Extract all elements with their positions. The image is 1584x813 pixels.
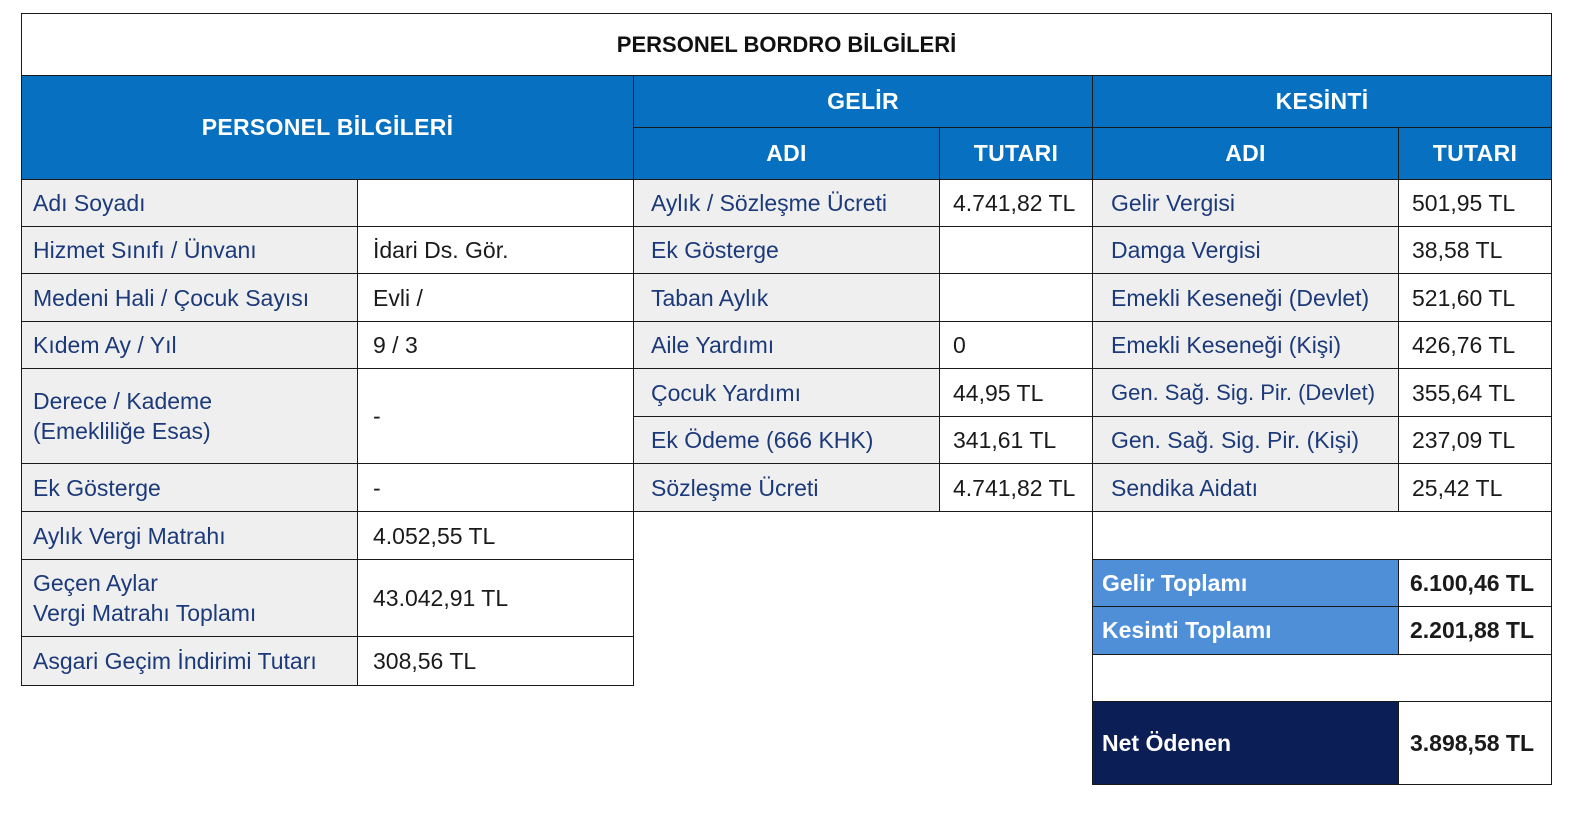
gelir-value-taban-aylik: [939, 273, 1093, 322]
net-odenen-value: 3.898,58 TL: [1398, 701, 1552, 785]
kesinti-value-gelir-vergisi: 501,95 TL: [1398, 179, 1552, 227]
gelir-col-amount: TUTARI: [939, 127, 1093, 180]
personel-label-ek-gosterge: Ek Gösterge: [21, 463, 358, 512]
kesinti-label-gss-devlet: Gen. Sağ. Sig. Pir. (Devlet): [1092, 368, 1399, 417]
kesinti-value-emekli-devlet: 521,60 TL: [1398, 273, 1552, 322]
gelir-label-aylik-ucret: Aylık / Sözleşme Ücreti: [633, 179, 940, 227]
kesinti-label-gelir-vergisi: Gelir Vergisi: [1092, 179, 1399, 227]
kesinti-col-amount: TUTARI: [1398, 127, 1552, 180]
personel-value-kidem: 9 / 3: [357, 321, 634, 369]
kesinti-value-sendika-aidati: 25,42 TL: [1398, 463, 1552, 512]
page-title: PERSONEL BORDRO BİLGİLERİ: [21, 13, 1552, 76]
personel-value-hizmet-sinifi: İdari Ds. Gör.: [357, 226, 634, 274]
gelir-label-sozlesme-ucreti: Sözleşme Ücreti: [633, 463, 940, 512]
gelir-label-aile-yardimi: Aile Yardımı: [633, 321, 940, 369]
kesinti-toplami-value: 2.201,88 TL: [1398, 606, 1552, 655]
personel-value-medeni-hali: Evli /: [357, 273, 634, 322]
personel-label-adi-soyadi: Adı Soyadı: [21, 179, 358, 227]
personel-value-ek-gosterge: -: [357, 463, 634, 512]
personel-value-adi-soyadi: [357, 179, 634, 227]
gelir-value-ek-odeme: 341,61 TL: [939, 416, 1093, 464]
gelir-label-cocuk-yardimi: Çocuk Yardımı: [633, 368, 940, 417]
gelir-label-taban-aylik: Taban Aylık: [633, 273, 940, 322]
gelir-toplami-value: 6.100,46 TL: [1398, 559, 1552, 607]
kesinti-label-sendika-aidati: Sendika Aidatı: [1092, 463, 1399, 512]
kesinti-label-gss-kisi: Gen. Sağ. Sig. Pir. (Kişi): [1092, 416, 1399, 464]
gelir-col-name: ADI: [633, 127, 940, 180]
personel-label-derece-kademe: Derece / Kademe (Emekliliğe Esas): [21, 368, 358, 464]
personel-value-asgari-gecim: 308,56 TL: [357, 636, 634, 686]
gelir-toplami-label: Gelir Toplamı: [1092, 559, 1399, 607]
personel-value-derece-kademe: -: [357, 368, 634, 464]
kesinti-value-gss-devlet: 355,64 TL: [1398, 368, 1552, 417]
gelir-label-ek-odeme: Ek Ödeme (666 KHK): [633, 416, 940, 464]
personel-value-gecen-aylar-matrah: 43.042,91 TL: [357, 559, 634, 637]
personel-label-aylik-vergi-matrahi: Aylık Vergi Matrahı: [21, 511, 358, 560]
kesinti-label-emekli-kisi: Emekli Keseneği (Kişi): [1092, 321, 1399, 369]
kesinti-toplami-label: Kesinti Toplamı: [1092, 606, 1399, 655]
totals-spacer-bottom: [1092, 654, 1552, 702]
kesinti-col-name: ADI: [1092, 127, 1399, 180]
personel-header: PERSONEL BİLGİLERİ: [21, 75, 634, 180]
gelir-value-aile-yardimi: 0: [939, 321, 1093, 369]
personel-label-gecen-aylar-matrah: Geçen Aylar Vergi Matrahı Toplamı: [21, 559, 358, 637]
gelir-value-ek-gosterge: [939, 226, 1093, 274]
gelir-label-ek-gosterge: Ek Gösterge: [633, 226, 940, 274]
personel-label-medeni-hali: Medeni Hali / Çocuk Sayısı: [21, 273, 358, 322]
kesinti-value-damga-vergisi: 38,58 TL: [1398, 226, 1552, 274]
gelir-value-aylik-ucret: 4.741,82 TL: [939, 179, 1093, 227]
kesinti-value-gss-kisi: 237,09 TL: [1398, 416, 1552, 464]
gelir-value-cocuk-yardimi: 44,95 TL: [939, 368, 1093, 417]
personel-label-kidem: Kıdem Ay / Yıl: [21, 321, 358, 369]
net-odenen-label: Net Ödenen: [1092, 701, 1399, 785]
personel-label-hizmet-sinifi: Hizmet Sınıfı / Ünvanı: [21, 226, 358, 274]
gelir-value-sozlesme-ucreti: 4.741,82 TL: [939, 463, 1093, 512]
personel-value-aylik-vergi-matrahi: 4.052,55 TL: [357, 511, 634, 560]
kesinti-label-damga-vergisi: Damga Vergisi: [1092, 226, 1399, 274]
gelir-header: GELİR: [633, 75, 1093, 128]
kesinti-label-emekli-devlet: Emekli Keseneği (Devlet): [1092, 273, 1399, 322]
totals-spacer-top: [1092, 511, 1552, 560]
kesinti-header: KESİNTİ: [1092, 75, 1552, 128]
personel-label-asgari-gecim: Asgari Geçim İndirimi Tutarı: [21, 636, 358, 686]
kesinti-value-emekli-kisi: 426,76 TL: [1398, 321, 1552, 369]
